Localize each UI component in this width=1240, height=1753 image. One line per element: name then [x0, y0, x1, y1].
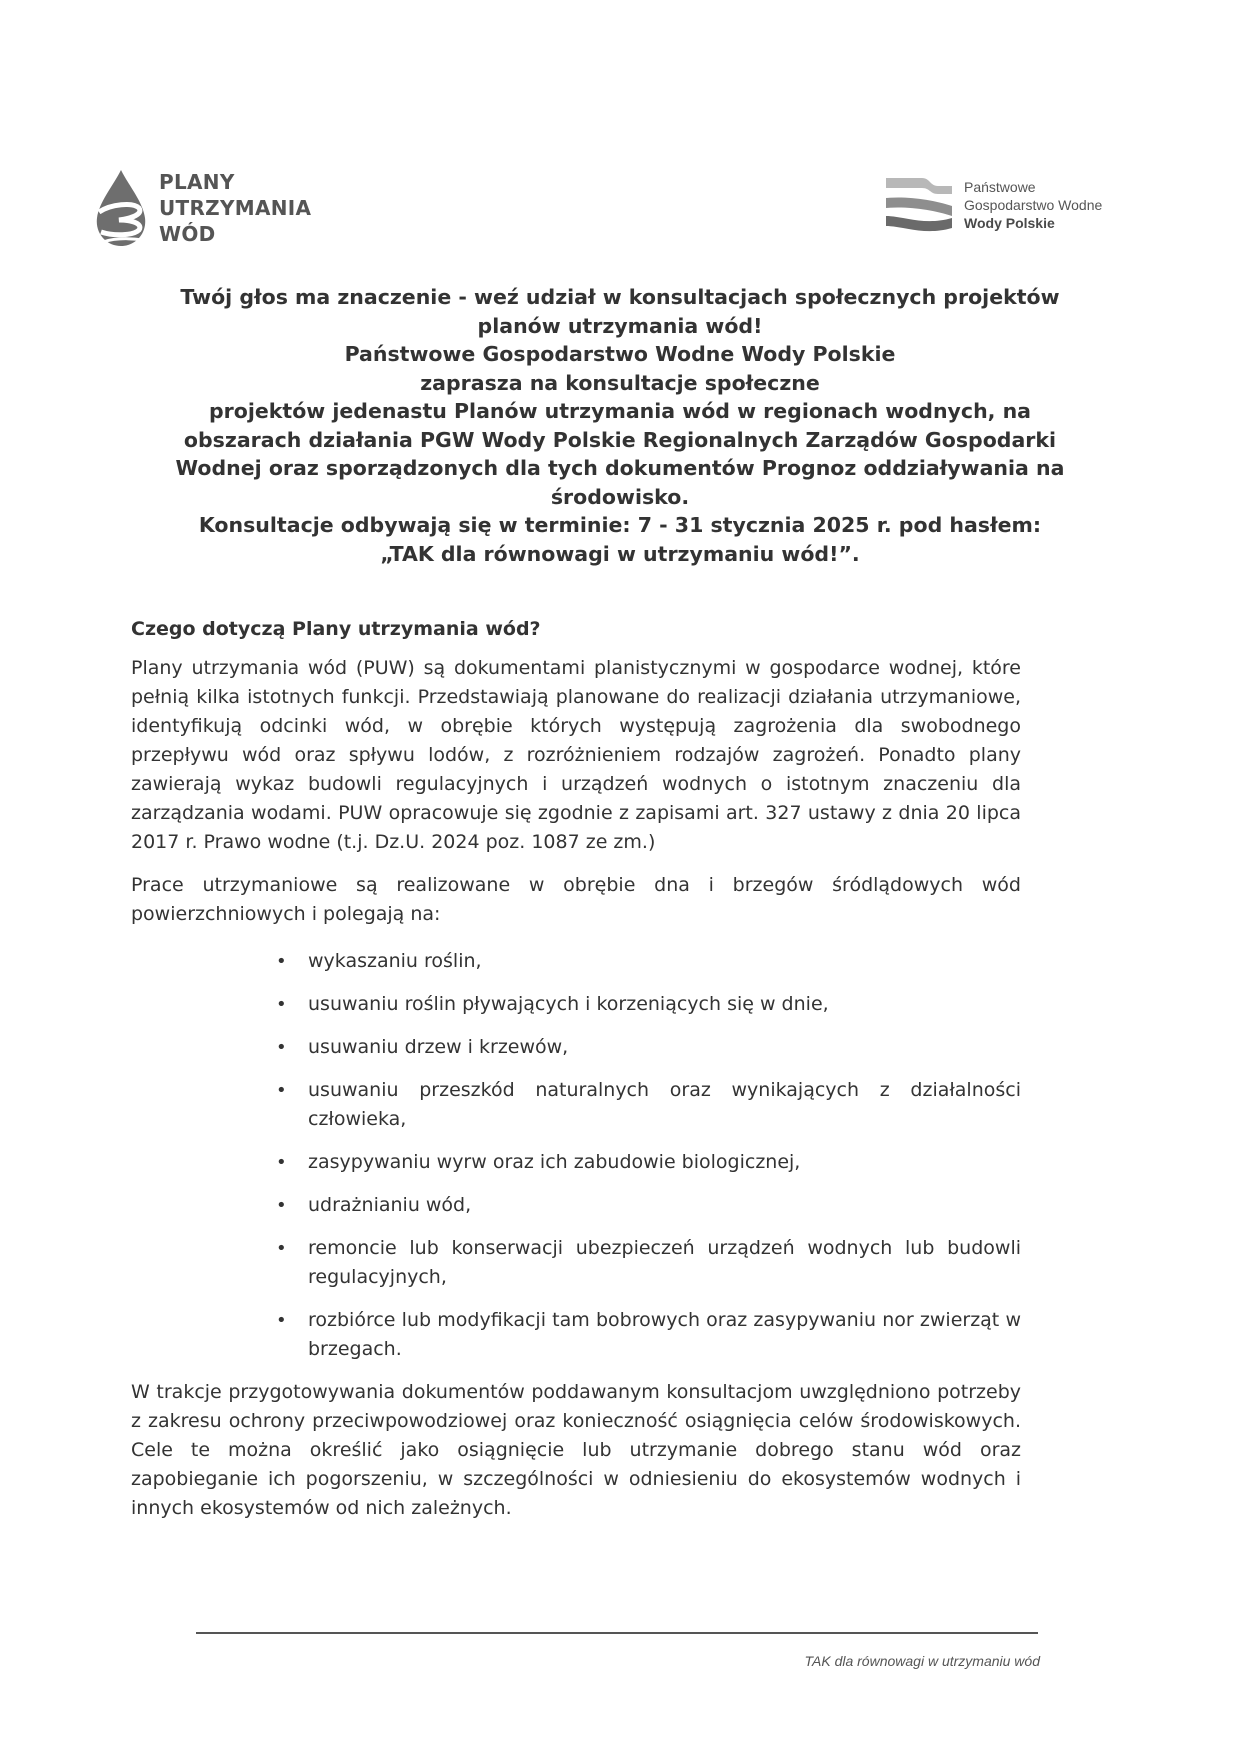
- paragraph-maintenance-works: Prace utrzymaniowe są realizowane w obrębie dna i brzegów śródlądowych wód powierzchniowych i polegają na:: [131, 874, 1021, 925]
- list-item: • usuwaniu drzew i krzewów,: [276, 1033, 1021, 1062]
- intro-line: projektów jedenastu Planów utrzymania wód w regionach wodnych, na: [208, 399, 1032, 423]
- list-item: • udrażnianiu wód,: [276, 1191, 1021, 1220]
- intro-announcement: [120, 283, 1120, 568]
- logo-line-2: Gospodarstwo Wodne: [964, 197, 1103, 213]
- paragraph-environmental-goals: W trakcje przygotowywania dokumentów poddawanym konsultacjom uwzględniono potrzeby z zakresu ochrony przeciwpowodziowej oraz konieczność osiągnięcia celów środowiskowych. Cele te można określić jako osiągnięcie lub utrzymanie dobrego stanu wód oraz zapobieganie ich pogorszeniu, w szczególności w odniesieniu do ekosystemów wodnych i innych ekosystemów od nich zależnych.: [131, 1381, 1021, 1519]
- intro-line: zaprasza na konsultacje społeczne: [420, 370, 820, 395]
- list-item: • zasypywaniu wyrw oraz ich zabudowie biologicznej,: [276, 1148, 1021, 1177]
- list-item: • usuwaniu roślin pływających i korzeniących się w dnie,: [276, 990, 1021, 1019]
- section-heading: Czego dotyczą Plany utrzymania wód?: [131, 618, 541, 640]
- water-drop-logo-icon: [93, 168, 149, 248]
- intro-line: Konsultacje odbywają się w terminie: 7 - 31 stycznia 2025 r. pod hasłem:: [198, 513, 1042, 537]
- maintenance-works-list: [131, 947, 1021, 1364]
- list-item: • rozbiórce lub modyfikacji tam bobrowych oraz zasypywaniu nor zwierząt w brzegach.: [276, 1306, 1021, 1364]
- intro-line: Państwowe Gospodarstwo Wodne Wody Polskie: [344, 342, 896, 366]
- logo-line-3: Wody Polskie: [964, 215, 1055, 231]
- footer-slogan: TAK dla równowagi w utrzymaniu wód: [804, 1653, 1040, 1669]
- logo-line-1: PLANY: [159, 170, 235, 194]
- waves-logo-icon: [884, 174, 954, 236]
- main-content: [131, 616, 1021, 1537]
- intro-line: „TAK dla równowagi w utrzymaniu wód!”.: [380, 541, 860, 566]
- intro-line: planów utrzymania wód!: [477, 313, 763, 338]
- intro-line: obszarach działania PGW Wody Polskie Regionalnych Zarządów Gospodarki: [183, 427, 1057, 452]
- list-item: • remoncie lub konserwacji ubezpieczeń urządzeń wodnych lub budowli regulacyjnych,: [276, 1234, 1021, 1292]
- plany-utrzymania-wod-logo: [93, 168, 311, 248]
- logo-line-1: Państwowe: [964, 179, 1036, 195]
- paragraph-puw-definition: Plany utrzymania wód (PUW) są dokumentami planistycznymi w gospodarce wodnej, które pełnią kilka istotnych funkcji. Przedstawiają planowane do realizacji działania utrzymaniowe, identyfikują odcinki wód, w obrębie których występują zagrożenia dla swobodnego przepływu wód oraz spływu lodów, z rozróżnieniem rodzajów zagrożeń. Ponadto plany zawierają wykaz budowli regulacyjnych i urządzeń wodnych o istotnym znaczeniu dla zarządzania wodami. PUW opracowuje się zgodnie z zapisami art. 327 ustawy z dnia 20 lipca 2017 r. Prawo wodne (t.j. Dz.U. 2024 poz. 1087 ze zm.): [131, 657, 1021, 853]
- intro-line: środowisko.: [550, 484, 690, 509]
- footer-divider: [196, 1632, 1038, 1634]
- list-item: • wykaszaniu roślin,: [276, 947, 1021, 976]
- intro-line: Twój głos ma znaczenie - weź udział w konsultacjach społecznych projektów: [180, 285, 1060, 309]
- pgw-wody-polskie-logo: [884, 174, 1102, 236]
- logo-line-3: WÓD: [159, 222, 216, 246]
- logo-line-2: UTRZYMANIA: [159, 196, 312, 220]
- intro-line: Wodnej oraz sporządzonych dla tych dokumentów Prognoz oddziaływania na: [175, 456, 1065, 480]
- list-item: • usuwaniu przeszkód naturalnych oraz wynikających z działalności człowieka,: [276, 1076, 1021, 1134]
